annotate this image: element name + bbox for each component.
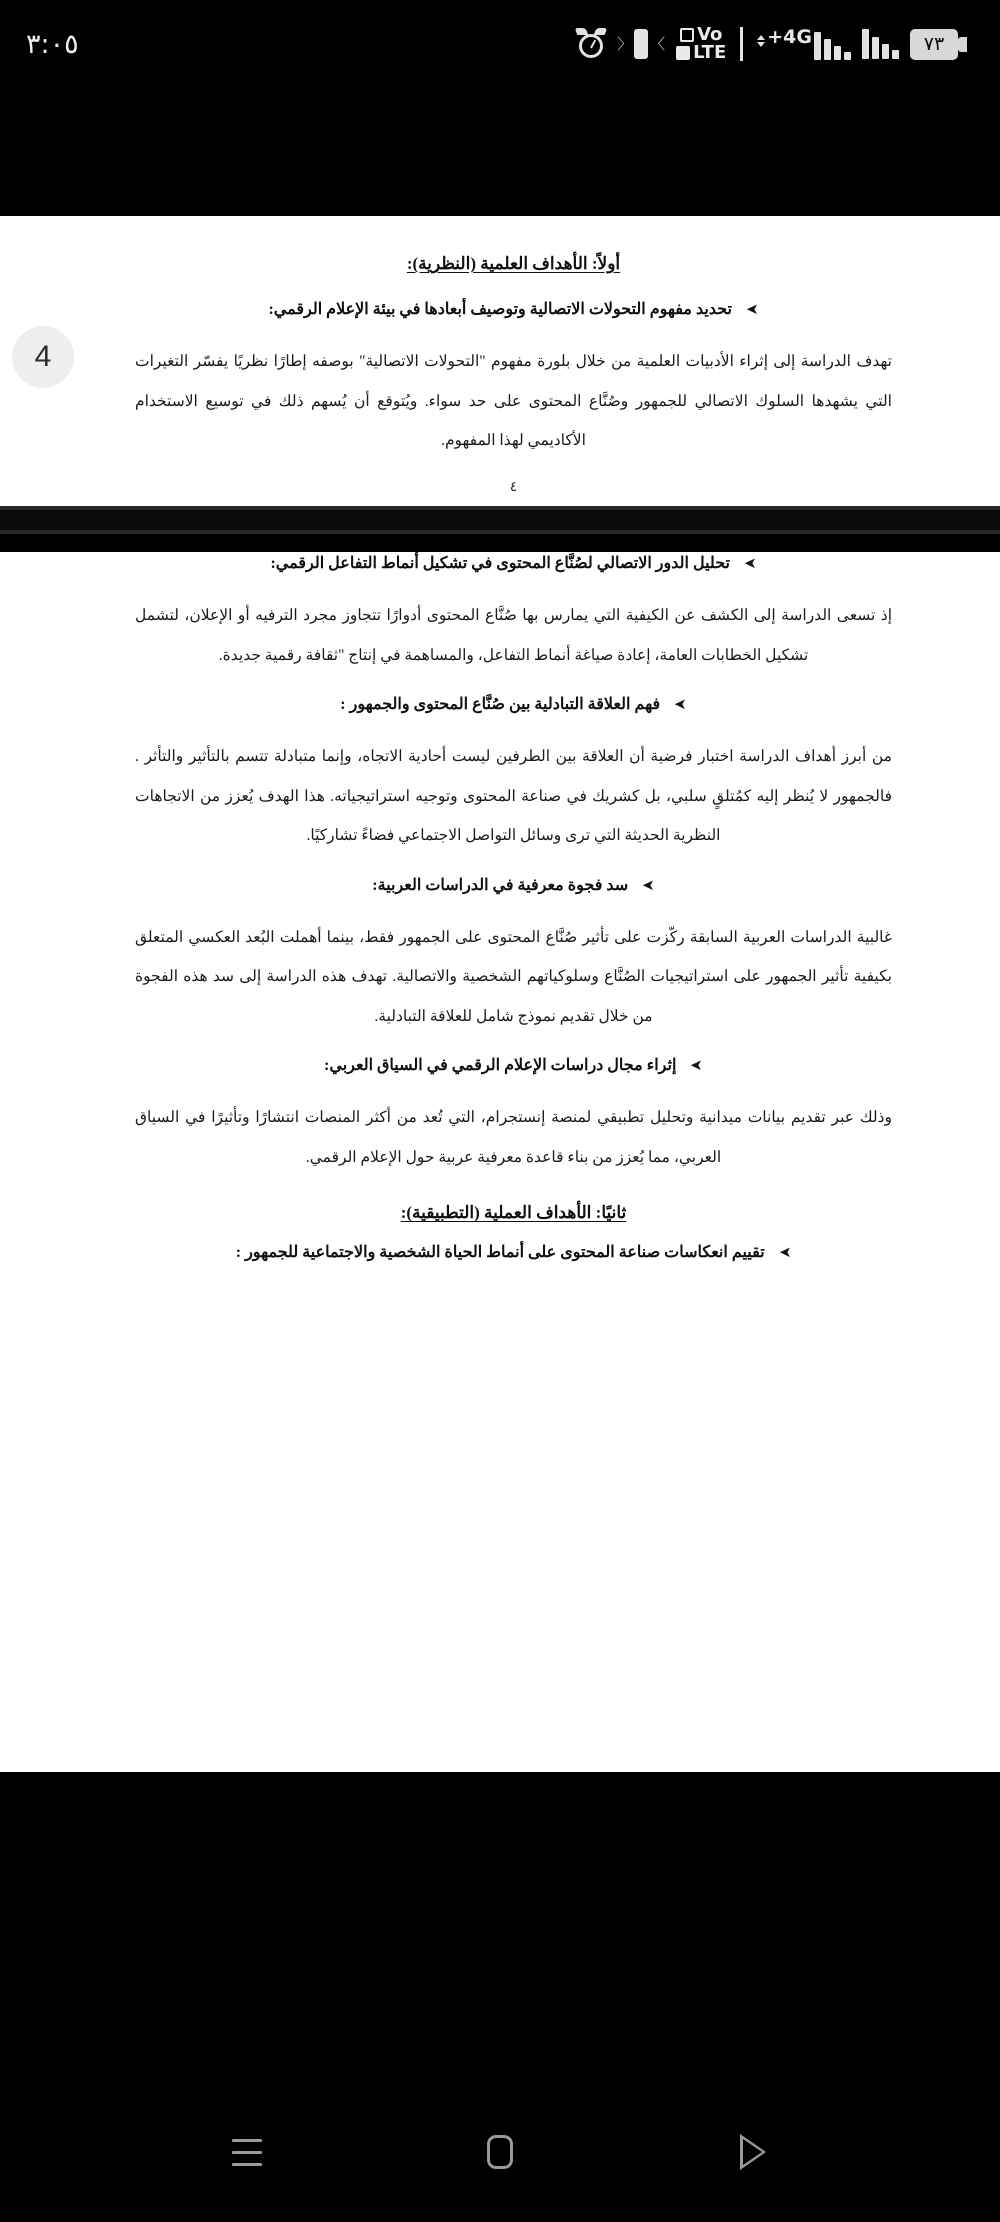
objective-paragraph: وذلك عبر تقديم بيانات ميدانية وتحليل تطبيقي لمنصة إنستجرام، التي تُعد من أكثر المنصات انتشارًا وتأثيرًا في السياق العربي، مما يُعزز من بناء قاعدة معرفية عربية حول الإعلام الرقمي. [135, 1109, 892, 1166]
page-folio-number: ٤ [509, 479, 518, 495]
volte-label-top: Vo [697, 23, 723, 45]
objective-bullet-label: تحديد مفهوم التحولات الاتصالية وتوصيف أبعادها في بيئة الإعلام الرقمي: [268, 301, 732, 318]
arrow-bullet-icon: ➤ [743, 554, 757, 572]
home-icon [487, 2135, 513, 2169]
objective-bullet-label: تقييم انعكاسات صناعة المحتوى على أنماط الحياة الشخصية والاجتماعية للجمهور : [235, 1244, 765, 1262]
volte-icon [676, 23, 727, 63]
section-heading-practical: ثانيًا: الأهداف العملية (التطبيقية): [400, 1203, 627, 1223]
status-divider [740, 27, 743, 61]
objective-bullet-item [135, 874, 892, 898]
battery-nub [958, 37, 967, 52]
status-bar-clock: ٣:٠٥ [26, 28, 79, 60]
arrow-bullet-icon: ➤ [674, 695, 687, 714]
arrow-bullet-icon: ➤ [778, 1243, 792, 1262]
objective-bullet-label: تحليل الدور الاتصالي لصُنَّاع المحتوى في تشكيل أنماط التفاعل الرقمي: [270, 555, 730, 572]
objective-bullet-label: فهم العلاقة التبادلية بين صُنَّاع المحتوى والجمهور : [340, 696, 661, 714]
letterbox-top [0, 88, 1000, 216]
recents-icon [232, 2139, 262, 2166]
vibrate-mode-icon: 〉 〈 [617, 29, 665, 59]
objective-bullet-label: سد فجوة معرفية في الدراسات العربية: [372, 876, 629, 894]
battery-level-label: ٧٣ [923, 32, 945, 55]
status-bar-left-cluster [576, 23, 966, 63]
mobile-data-icon [757, 28, 851, 60]
status-bar-right-cluster [26, 28, 79, 60]
objective-bullet-item [135, 552, 892, 576]
objective-bullet-item [135, 1054, 892, 1078]
back-icon [740, 2134, 766, 2170]
back-button[interactable] [713, 2112, 793, 2192]
arrow-bullet-icon: ➤ [745, 300, 759, 318]
data-signal-bars-icon [814, 32, 851, 60]
android-navigation-bar [0, 2082, 1000, 2222]
objective-bullet-item [135, 298, 892, 322]
sim-two-badge [676, 46, 690, 60]
battery-icon [910, 29, 966, 60]
objective-bullet-item [135, 1241, 892, 1265]
network-type-label: 4G+ [767, 26, 812, 48]
document-viewport[interactable] [0, 216, 1000, 1785]
alarm-clock-icon [576, 28, 606, 60]
page-number-badge: 4 [12, 326, 74, 388]
objective-paragraph: من أبرز أهداف الدراسة اختبار فرضية أن العلاقة بين الطرفين ليست أحادية الاتجاه، وإنما متبادلة تتسم بالتأثير والتأثر . فالجمهور لا يُنظر إليه كمُتلقٍ سلبي، بل كشريك في صناعة المحتوى وتوجيه استراتيجياته. هذا الهدف يُعزز من الاتجاهات النظرية الحديثة التي ترى وسائل التواصل الاجتماعي فضاءً تشاركيًا. [135, 748, 892, 845]
letterbox-bottom [0, 1785, 1000, 2082]
document-page-two [0, 552, 1000, 1772]
objective-paragraph: غالبية الدراسات العربية السابقة ركّزت على تأثير صُنَّاع المحتوى على الجمهور فقط، بينما أهملت البُعد العكسي المتعلق بكيفية تأثير الجمهور على استراتيجيات الصُنَّاع وسلوكياتهم الشخصية والاتصالية. تهدف هذه الدراسة إلى سد هذه الفجوة من خلال تقديم نموذج شامل للعلاقة التبادلية. [135, 928, 892, 1025]
page-separator [0, 506, 1000, 534]
objective-bullet-item [135, 693, 892, 717]
objective-paragraph: تهدف الدراسة إلى إثراء الأدبيات العلمية من خلال بلورة مفهوم "التحولات الاتصالية" بوصفه إطارًا نظريًا يفسّر التغيرات التي يشهدها السلوك الاتصالي للجمهور وصُنَّاع المحتوى على حد سواء. ويُتوقع أن يُسهم ذلك في توسيع الاستخدام الأكاديمي لهذا المفهوم. [135, 353, 892, 450]
section-heading-theoretical: أولاً: الأهداف العلمية (النظرية): [406, 254, 621, 273]
status-bar [0, 0, 1000, 88]
document-page-one [0, 216, 1000, 506]
volte-label-bottom: LTE [693, 42, 727, 63]
data-transfer-arrows-icon [757, 30, 765, 60]
battery-body [910, 29, 958, 60]
home-button[interactable] [460, 2112, 540, 2192]
arrow-bullet-icon: ➤ [690, 1056, 703, 1075]
recents-button[interactable] [207, 2112, 287, 2192]
arrow-bullet-icon: ➤ [642, 875, 655, 894]
signal-bars-icon [862, 29, 899, 59]
objective-paragraph: إذ تسعى الدراسة إلى الكشف عن الكيفية التي يمارس بها صُنَّاع المحتوى أدوارًا تتجاوز مجرد الترفيه أو الإعلان، لتشمل تشكيل الخطابات العامة، إعادة صياغة أنماط التفاعل، والمساهمة في إنتاج "ثقافة رقمية جديدة. [135, 607, 892, 664]
sim-one-badge [680, 28, 694, 42]
objective-bullet-label: إثراء مجال دراسات الإعلام الرقمي في السياق العربي: [324, 1057, 677, 1075]
